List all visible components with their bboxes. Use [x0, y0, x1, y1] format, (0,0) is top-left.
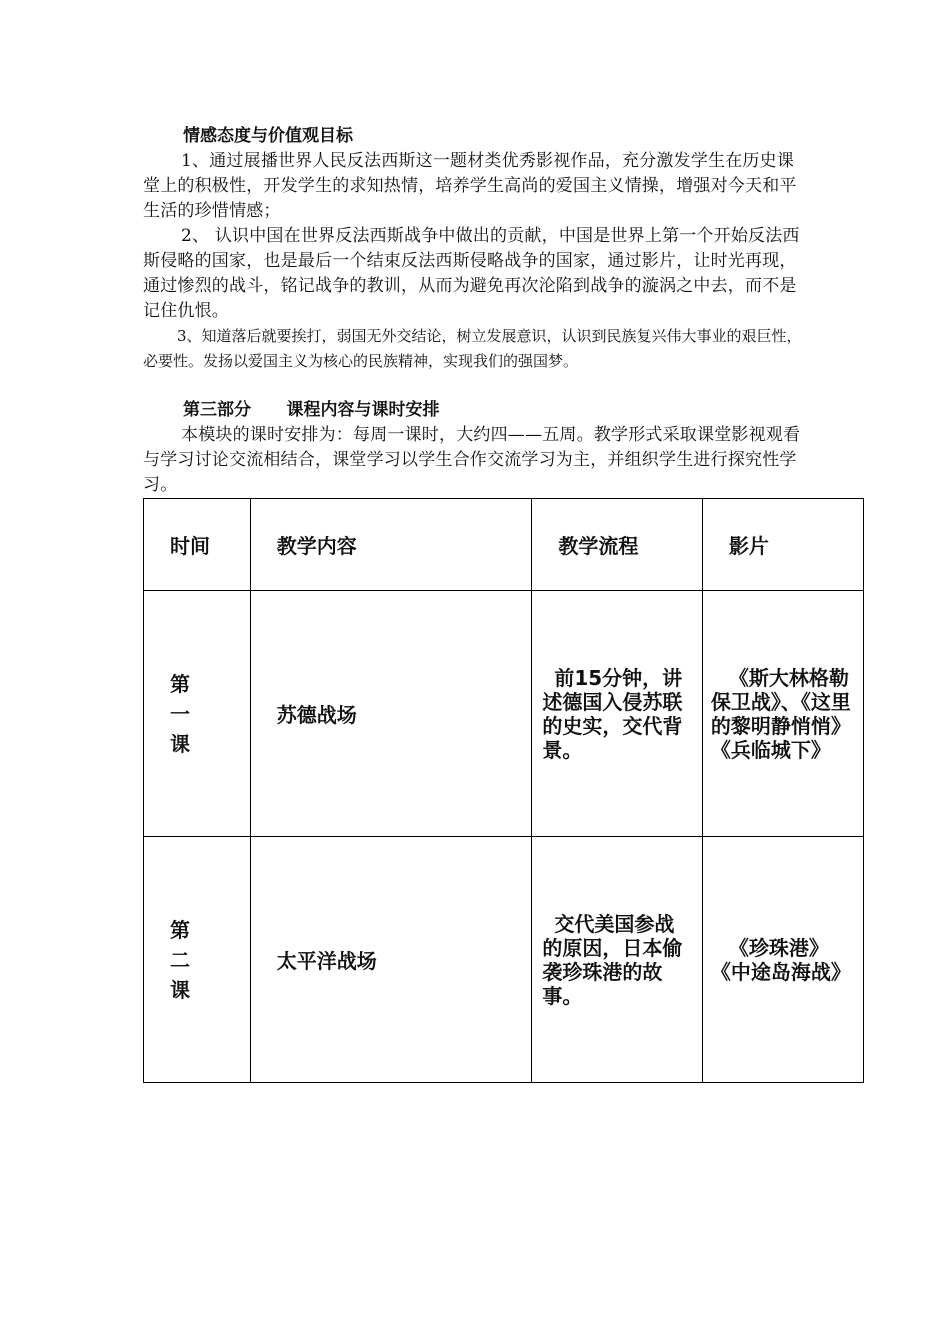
- row-film: 《珍珠港》《中途岛海战》: [702, 837, 863, 1083]
- row-time: [144, 837, 251, 1083]
- row-content: 太平洋战场: [250, 837, 532, 1083]
- row-time-label: 第一课: [170, 671, 190, 756]
- emotion-paragraph-1: 1、通过展播世界人民反法西斯这一题材类优秀影视作品，充分激发学生在历史课堂上的积极性，开发学生的求知热情，培养学生高尚的爱国主义情操，增强对今天和平生活的珍惜情感；: [143, 151, 797, 221]
- part-three-intro: 本模块的课时安排为：每周一课时，大约四——五周。教学形式采取课堂影视观看与学习讨论交流相结合，课堂学习以学生合作交流学习为主，并组织学生进行探究性学习。: [143, 425, 801, 495]
- row-time: [144, 591, 251, 837]
- row-flow: 前15分钟，讲述德国入侵苏联的史实，交代背景。: [532, 591, 703, 837]
- row-flow: 交代美国参战的原因，日本偷袭珍珠港的故事。: [532, 837, 703, 1083]
- header-time: 时间: [144, 499, 251, 591]
- row-content: 苏德战场: [250, 591, 532, 837]
- header-film: 影片: [702, 499, 863, 591]
- header-content: 教学内容: [250, 499, 532, 591]
- row-time-label: 第二课: [170, 917, 190, 1002]
- table-row: [144, 591, 864, 837]
- course-schedule-table: [143, 498, 864, 1083]
- part-three-title: 第三部分 课程内容与课时安排: [183, 400, 440, 420]
- header-flow: 教学流程: [532, 499, 703, 591]
- emotion-heading: 情感态度与价值观目标: [183, 126, 353, 146]
- part-three-intro-block: [143, 423, 810, 498]
- table-row: [144, 837, 864, 1083]
- emotion-paragraph-2: 2、 认识中国在世界反法西斯战争中做出的贡献，中国是世界上第一个开始反法西斯侵略的国家，也是最后一个结束反法西斯侵略战争的国家，通过影片，让时光再现，通过惨烈的战斗，铭记战争的教训，从而为避免再次沦陷到战争的漩涡之中去，而不是记住仇恨。: [143, 226, 800, 321]
- row-film: 《斯大林格勒保卫战》、《这里的黎明静悄悄》《兵临城下》: [702, 591, 863, 837]
- emotion-paragraphs: [143, 149, 810, 324]
- emotion-paragraph-3: 3、知道落后就要挨打，弱国无外交结论，树立发展意识，认识到民族复兴伟大事业的艰巨性，必要性。发扬以爱国主义为核心的民族精神，实现我们的强国梦。: [143, 327, 802, 370]
- table-header-row: [144, 499, 864, 591]
